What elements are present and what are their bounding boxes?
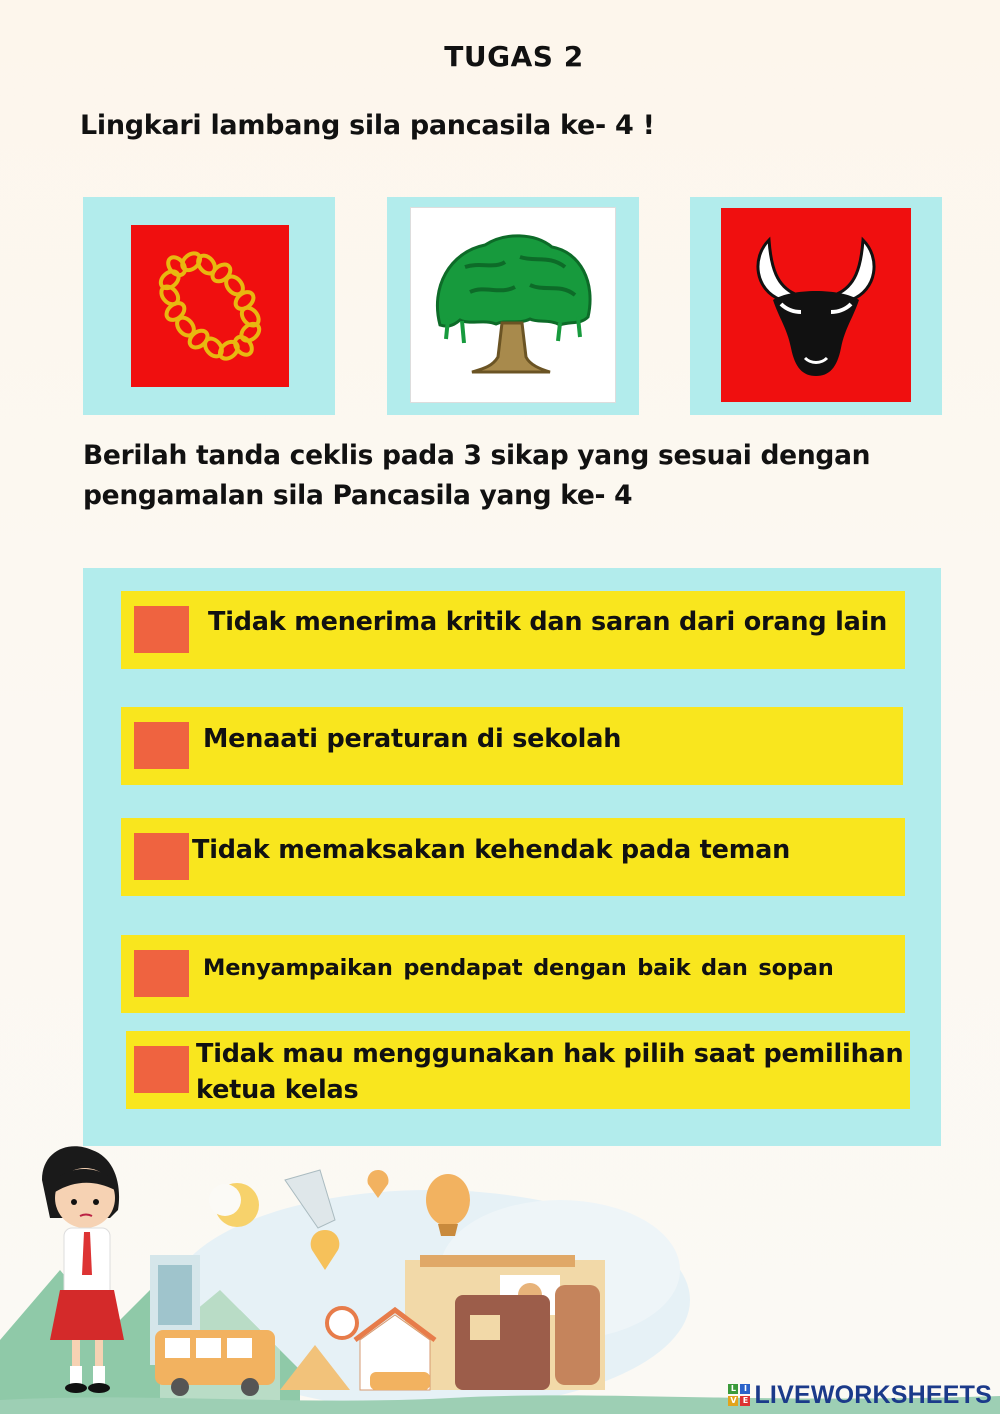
checkbox-option-3[interactable]	[134, 833, 189, 880]
question-2-line1: Berilah tanda ceklis pada 3 sikap yang sesuai dengan	[83, 440, 871, 471]
question-2	[83, 436, 943, 516]
checkbox-option-5[interactable]	[134, 1046, 189, 1093]
checkbox-option-4[interactable]	[134, 950, 189, 997]
checkbox-option-2[interactable]	[134, 722, 189, 769]
question-1: Lingkari lambang sila pancasila ke- 4 !	[80, 110, 655, 141]
bull-head-icon	[721, 208, 911, 402]
option-5[interactable]	[126, 1031, 910, 1109]
symbol-option-chain[interactable]	[83, 197, 335, 415]
option-2[interactable]	[121, 707, 903, 785]
option-4-label: Menyampaikan pendapat dengan baik dan sopan	[203, 955, 834, 981]
question-2-line2: pengamalan sila Pancasila yang ke- 4	[83, 480, 633, 511]
chain-icon	[131, 225, 289, 387]
checkbox-option-1[interactable]	[134, 606, 189, 653]
banyan-tree-icon	[410, 207, 616, 403]
option-5-label-line1: Tidak mau menggunakan hak pilih saat pemilihan	[196, 1039, 904, 1069]
option-3-label: Tidak memaksakan kehendak pada teman	[192, 835, 791, 865]
liveworksheets-logo-icon: L I V E	[728, 1384, 750, 1406]
option-5-label-line2: ketua kelas	[196, 1075, 359, 1105]
option-4[interactable]	[121, 935, 905, 1013]
school-travel-illustration	[0, 1140, 1000, 1414]
option-1[interactable]	[121, 591, 905, 669]
option-3[interactable]	[121, 818, 905, 896]
symbol-option-banyan-tree[interactable]	[387, 197, 639, 415]
page-title: TUGAS 2	[444, 40, 584, 73]
liveworksheets-logo[interactable]	[728, 1382, 992, 1408]
symbol-option-bull-head[interactable]	[690, 197, 942, 415]
liveworksheets-brand: LIVEWORKSHEETS	[754, 1380, 992, 1409]
option-2-label: Menaati peraturan di sekolah	[203, 724, 622, 754]
option-1-label: Tidak menerima kritik dan saran dari orang lain	[208, 607, 888, 637]
